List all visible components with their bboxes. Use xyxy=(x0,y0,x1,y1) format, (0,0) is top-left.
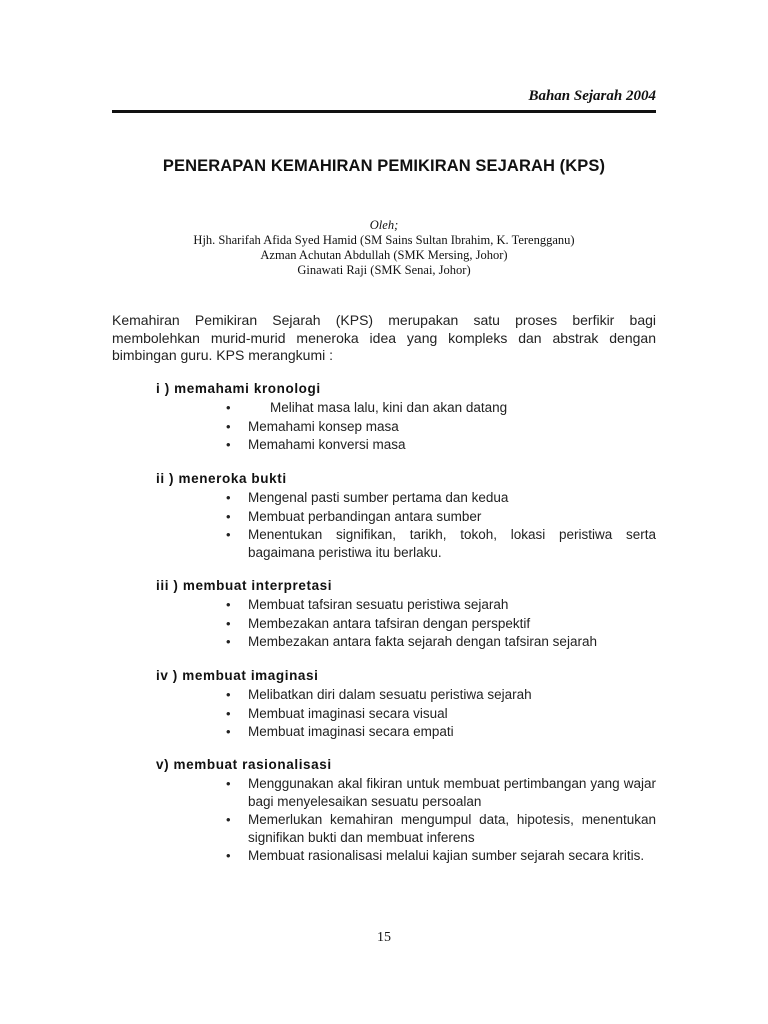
list-item: • Mengenal pasti sumber pertama dan kedua xyxy=(226,490,509,505)
bullet-icon: • xyxy=(226,724,231,739)
intro-paragraph: Kemahiran Pemikiran Sejarah (KPS) merupakan satu proses berfikir bagi membolehkan murid-murid meneroka idea yang kompleks dan abstrak dengan bimbingan guru. KPS merangkumi : xyxy=(112,312,656,363)
section-imaginasi xyxy=(156,667,656,742)
section-heading: v) membuat rasionalisasi xyxy=(156,757,332,772)
bullet-icon: • xyxy=(226,490,231,505)
bullet-icon: • xyxy=(226,776,231,791)
bullet-list xyxy=(156,686,656,741)
list-item: • Melihat masa lalu, kini dan akan datang xyxy=(226,400,508,415)
document-title: PENERAPAN KEMAHIRAN PEMIKIRAN SEJARAH (KPS) xyxy=(162,157,606,175)
bullet-icon: • xyxy=(226,634,231,649)
list-item: • Melibatkan diri dalam sesuatu peristiwa sejarah xyxy=(226,687,532,702)
header-rule xyxy=(112,110,656,113)
bullet-list xyxy=(156,596,656,651)
author-block xyxy=(112,218,656,278)
list-item: • Menentukan signifikan, tarikh, tokoh, lokasi peristiwa serta bagaimana peristiwa itu berlaku. xyxy=(226,527,656,560)
bullet-icon: • xyxy=(226,527,231,542)
bullet-list xyxy=(156,399,656,454)
author-line: Ginawati Raji (SMK Senai, Johor) xyxy=(297,263,471,277)
list-item: • Membuat rasionalisasi melalui kajian sumber sejarah secara kritis. xyxy=(226,848,645,863)
section-bukti xyxy=(156,470,656,562)
list-item: • Menggunakan akal fikiran untuk membuat pertimbangan yang wajar bagi menyelesaikan sesuatu persoalan xyxy=(226,776,656,809)
bullet-icon: • xyxy=(226,848,231,863)
bullet-list xyxy=(156,489,656,561)
bullet-list xyxy=(156,775,656,865)
bullet-icon: • xyxy=(226,597,231,612)
list-item: • Membezakan antara fakta sejarah dengan tafsiran sejarah xyxy=(226,634,597,649)
list-item: • Membuat imaginasi secara visual xyxy=(226,705,448,721)
list-item: • Membuat tafsiran sesuatu peristiwa sejarah xyxy=(226,597,509,612)
bullet-icon: • xyxy=(226,508,231,524)
list-item: • Memerlukan kemahiran mengumpul data, hipotesis, menentukan signifikan bukti dan membuat inferens xyxy=(226,812,656,845)
list-item: • Memahami konversi masa xyxy=(226,437,406,452)
list-item: • Membuat perbandingan antara sumber xyxy=(226,508,482,524)
list-item: • Membezakan antara tafsiran dengan perspektif xyxy=(226,615,531,631)
author-by-label: Oleh; xyxy=(369,218,399,232)
author-line: Azman Achutan Abdullah (SMK Mersing, Johor) xyxy=(260,248,508,262)
section-rasionalisasi xyxy=(156,756,656,866)
bullet-icon: • xyxy=(226,812,231,827)
section-heading: iv ) membuat imaginasi xyxy=(156,668,319,683)
section-heading: ii ) meneroka bukti xyxy=(156,471,287,486)
section-heading: i ) memahami kronologi xyxy=(156,381,321,396)
bullet-icon: • xyxy=(226,400,231,415)
bullet-icon: • xyxy=(226,615,231,631)
bullet-icon: • xyxy=(226,705,231,721)
list-item: • Memahami konsep masa xyxy=(226,418,399,434)
page-number: 15 xyxy=(377,930,391,945)
section-kronologi xyxy=(156,380,656,455)
list-item: • Membuat imaginasi secara empati xyxy=(226,724,454,739)
section-heading: iii ) membuat interpretasi xyxy=(156,578,333,593)
bullet-icon: • xyxy=(226,418,231,434)
bullet-icon: • xyxy=(226,437,231,452)
header-label: Bahan Sejarah 2004 xyxy=(528,88,656,104)
section-interpretasi xyxy=(156,577,656,652)
bullet-icon: • xyxy=(226,687,231,702)
author-line: Hjh. Sharifah Afida Syed Hamid (SM Sains Sultan Ibrahim, K. Terengganu) xyxy=(193,233,575,247)
